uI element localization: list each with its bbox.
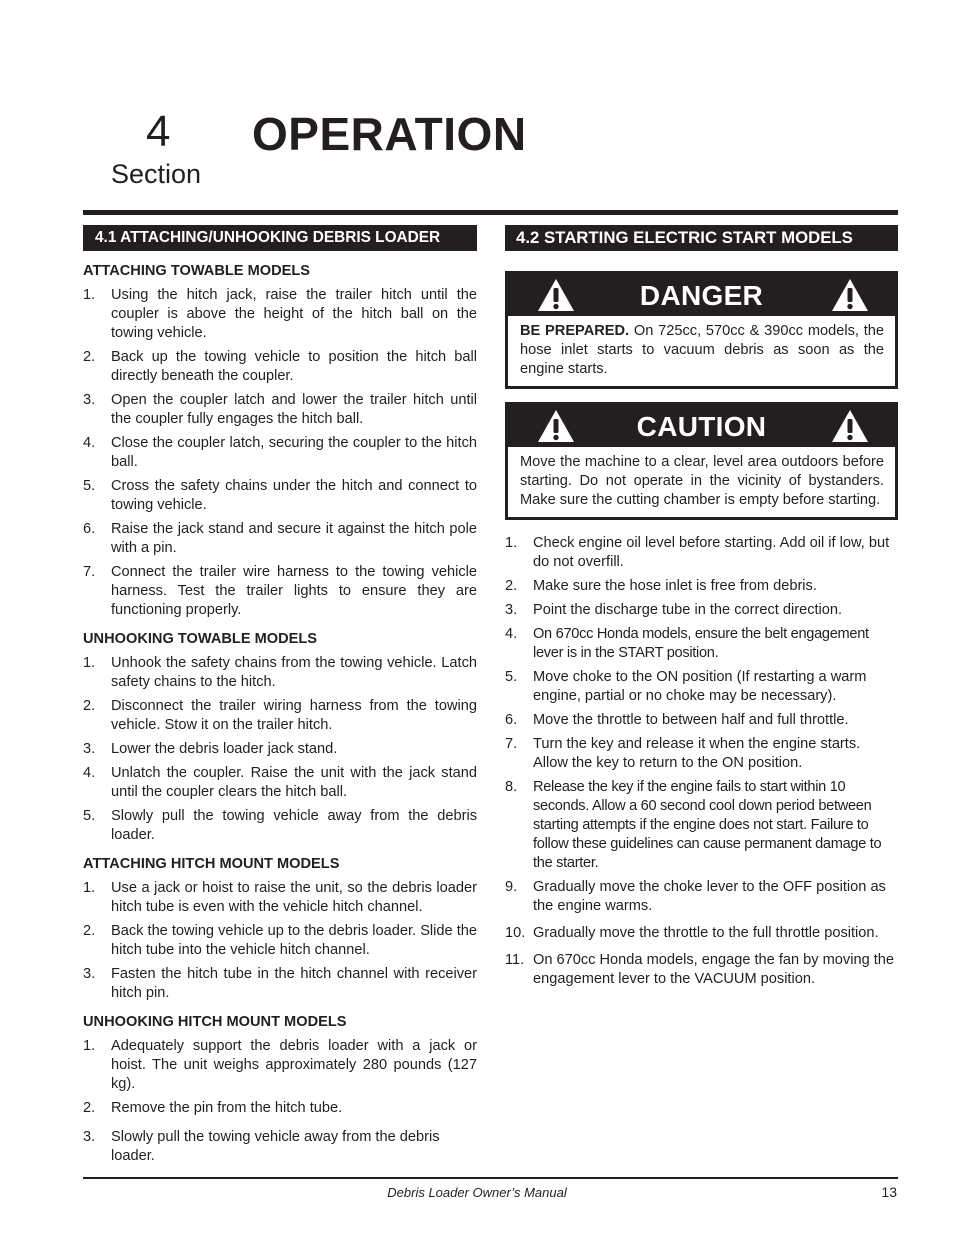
list-item: [83, 922, 477, 960]
step-number: 6.: [505, 712, 518, 728]
step-text: Disconnect the trailer wiring harness from the towing vehicle. Stow it on the trailer hitch.: [111, 698, 477, 733]
list-item: [505, 534, 898, 572]
top-rule: [83, 210, 898, 215]
list-item: [83, 520, 477, 558]
step-number: 1.: [83, 880, 96, 896]
step-number: 2.: [83, 698, 96, 714]
step-number: 2.: [83, 923, 96, 939]
step-text: Slowly pull the towing vehicle away from the debris loader.: [111, 808, 477, 843]
subheading-attaching-hitch-mount: ATTACHING HITCH MOUNT MODELS: [83, 856, 340, 872]
step-text: Back up the towing vehicle to position the hitch ball directly beneath the coupler.: [111, 349, 477, 384]
step-number: 4.: [83, 765, 96, 781]
step-number: 1.: [505, 535, 518, 551]
step-number: 8.: [505, 779, 518, 795]
step-text: Adequately support the debris loader with a jack or hoist. The unit weighs approximately 280 pounds (127 kg).: [111, 1038, 477, 1092]
list-item: [83, 434, 477, 472]
list-item: [505, 601, 898, 620]
page-number: 13: [881, 1184, 897, 1200]
danger-banner: [508, 274, 895, 316]
steps-starting-electric: [505, 534, 898, 989]
list-item: [83, 740, 477, 759]
section-header-4-1: 4.1 ATTACHING/UNHOOKING DEBRIS LOADER: [83, 225, 477, 251]
caution-box: [505, 402, 898, 520]
step-text: Close the coupler latch, securing the coupler to the hitch ball.: [111, 435, 477, 470]
step-number: 3.: [83, 966, 96, 982]
list-item: [505, 668, 898, 706]
subheading-unhooking-hitch-mount: UNHOOKING HITCH MOUNT MODELS: [83, 1014, 347, 1030]
section-number: 4: [146, 107, 171, 156]
section-title: OPERATION: [252, 108, 527, 160]
list-item: [83, 807, 477, 845]
step-text: Turn the key and release it when the engine starts. Allow the key to return to the ON position.: [533, 736, 861, 771]
list-item: [83, 764, 477, 802]
step-text: Release the key if the engine fails to start within 10 seconds. Allow a 60 second cool down period between starting attempts if the engine does not start. Failure to follow these guidelines can cause permanent damage to the starter.: [533, 779, 882, 871]
step-text: On 670cc Honda models, ensure the belt engagement lever is in the START position.: [533, 626, 869, 661]
step-number: 4.: [83, 435, 96, 451]
list-item: [83, 654, 477, 692]
section-header-4-2: 4.2 STARTING ELECTRIC START MODELS: [505, 225, 898, 251]
footer-manual-title: Debris Loader Owner’s Manual: [387, 1185, 567, 1200]
list-item: [505, 778, 898, 873]
list-item: [83, 697, 477, 735]
step-text: Gradually move the choke lever to the OFF position as the engine warms.: [533, 879, 886, 914]
step-text: Unlatch the coupler. Raise the unit with the jack stand until the coupler clears the hitch ball.: [111, 765, 477, 800]
step-number: 3.: [505, 602, 518, 618]
step-number: 3.: [83, 1129, 96, 1145]
caution-banner: [508, 405, 895, 447]
step-number: 4.: [505, 626, 518, 642]
danger-box: [505, 271, 898, 389]
danger-title: DANGER: [639, 279, 764, 311]
list-item: [505, 924, 898, 943]
steps-attaching-towable: [83, 286, 477, 620]
list-item: [505, 577, 898, 596]
steps-attaching-hitch-mount: [83, 879, 477, 1003]
warning-triangle-icon: [830, 277, 870, 313]
right-column: [505, 225, 898, 994]
list-item: [83, 1128, 477, 1166]
step-number: 9.: [505, 879, 518, 895]
bottom-rule: [83, 1177, 898, 1179]
step-text: Slowly pull the towing vehicle away from the debris loader.: [111, 1129, 440, 1164]
caution-message: Move the machine to a clear, level area outdoors before starting. Do not operate in the vicinity of bystanders. Make sure the cutting chamber is empty before starting.: [520, 454, 884, 508]
caution-title: CAUTION: [636, 410, 767, 442]
step-number: 5.: [83, 808, 96, 824]
step-text: Make sure the hose inlet is free from debris.: [533, 578, 817, 594]
step-number: 10.: [505, 925, 526, 941]
step-text: Open the coupler latch and lower the trailer hitch until the coupler fully engages the hitch ball.: [111, 392, 477, 427]
step-text: Raise the jack stand and secure it against the hitch pole with a pin.: [111, 521, 477, 556]
step-text: Using the hitch jack, raise the trailer hitch until the coupler is above the height of the hitch ball on the towing vehicle.: [111, 287, 477, 341]
step-text: Check engine oil level before starting. Add oil if low, but do not overfill.: [533, 535, 890, 570]
danger-message: [508, 316, 895, 386]
list-item: [505, 878, 898, 916]
list-item: [83, 477, 477, 515]
subheading-attaching-towable: ATTACHING TOWABLE MODELS: [83, 263, 310, 279]
step-number: 3.: [83, 741, 96, 757]
danger-text: On 725cc, 570cc & 390cc models, the hose inlet starts to vacuum debris as soon as the engine starts.: [520, 323, 884, 377]
step-text: Fasten the hitch tube in the hitch channel with receiver hitch pin.: [111, 966, 477, 1001]
step-text: Remove the pin from the hitch tube.: [111, 1100, 343, 1116]
step-text: Point the discharge tube in the correct direction.: [533, 602, 843, 618]
warning-triangle-icon: [536, 408, 576, 444]
step-number: 7.: [505, 736, 518, 752]
step-number: 1.: [83, 1038, 96, 1054]
list-item: [505, 625, 898, 663]
left-column: [83, 225, 477, 1171]
warning-triangle-icon: [830, 408, 870, 444]
step-text: Lower the debris loader jack stand.: [111, 741, 338, 757]
step-number: 1.: [83, 655, 96, 671]
list-item: [83, 286, 477, 343]
list-item: [83, 879, 477, 917]
step-number: 3.: [83, 392, 96, 408]
step-number: 6.: [83, 521, 96, 537]
list-item: [505, 735, 898, 773]
step-text: Move choke to the ON position (If restarting a warm engine, partial or no choke may be necessary).: [533, 669, 867, 704]
step-text: Unhook the safety chains from the towing vehicle. Latch safety chains to the hitch.: [111, 655, 477, 690]
list-item: [83, 348, 477, 386]
list-item: [505, 951, 898, 989]
step-text: Cross the safety chains under the hitch and connect to towing vehicle.: [111, 478, 477, 513]
list-item: [83, 965, 477, 1003]
list-item: [505, 711, 898, 730]
list-item: [83, 1037, 477, 1094]
step-number: 5.: [505, 669, 518, 685]
list-item: [83, 391, 477, 429]
step-number: 1.: [83, 287, 96, 303]
warning-triangle-icon: [536, 277, 576, 313]
list-item: [83, 563, 477, 620]
step-text: Connect the trailer wire harness to the towing vehicle harness. Test the trailer lights to ensure they are functioning properly.: [111, 564, 477, 618]
danger-lead: BE PREPARED.: [520, 323, 630, 339]
step-text: On 670cc Honda models, engage the fan by moving the engagement lever to the VACUUM position.: [533, 952, 895, 987]
step-text: Use a jack or hoist to raise the unit, so the debris loader hitch tube is even with the vehicle hitch channel.: [111, 880, 477, 915]
step-number: 2.: [83, 1100, 96, 1116]
step-number: 11.: [505, 952, 525, 968]
step-text: Move the throttle to between half and full throttle.: [533, 712, 849, 728]
step-text: Gradually move the throttle to the full throttle position.: [533, 925, 879, 941]
step-number: 2.: [83, 349, 96, 365]
list-item: [83, 1099, 477, 1118]
steps-unhooking-towable: [83, 654, 477, 845]
subheading-unhooking-towable: UNHOOKING TOWABLE MODELS: [83, 631, 318, 647]
step-number: 2.: [505, 578, 518, 594]
steps-unhooking-hitch-mount: [83, 1037, 477, 1166]
step-text: Back the towing vehicle up to the debris loader. Slide the hitch tube into the vehicle hitch channel.: [111, 923, 477, 958]
step-number: 7.: [83, 564, 96, 580]
step-number: 5.: [83, 478, 96, 494]
section-label: Section: [111, 159, 202, 189]
